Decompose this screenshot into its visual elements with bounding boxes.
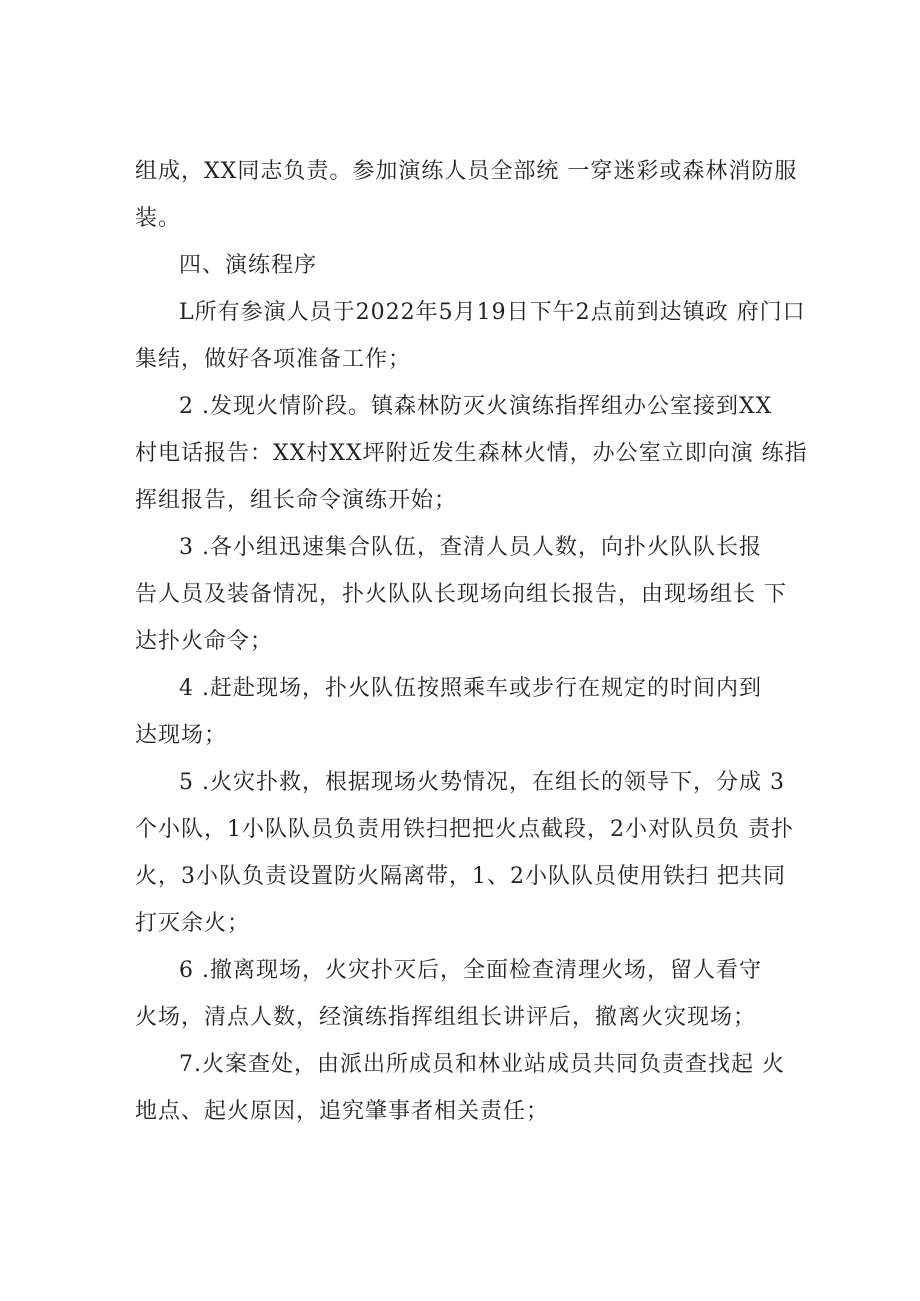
paragraph-line: 4 .赶赴现场，扑火队伍按照乘车或步行在规定的时间内到 — [179, 676, 762, 701]
paragraph-line: 5 .火灾扑救，根据现场火势情况，在组长的领导下，分成 3 — [179, 770, 785, 795]
paragraph-line: L所有参演人员于2022年5月19日下午2点前到达镇政 府门口 — [179, 300, 806, 325]
paragraph-line: 7.火案查处，由派出所成员和林业站成员共同负责查找起 火 — [179, 1052, 785, 1077]
paragraph-line: 达扑火命令； — [135, 629, 274, 654]
paragraph-line: 集结，做好各项准备工作； — [135, 347, 412, 372]
paragraph-line: 火场，清点人数，经演练指挥组组长讲评后，撤离火灾现场； — [135, 1005, 757, 1030]
paragraph-line: 6 .撤离现场，火灾扑灭后，全面检查清理火场，留人看守 — [179, 958, 762, 983]
paragraph-line: 3 .各小组迅速集合队伍，查清人员人数，向扑火队队长报 — [179, 535, 762, 560]
paragraph-line: 告人员及装备情况，扑火队队长现场向组长报告，由现场组长 下 — [135, 582, 787, 607]
paragraph-line: 火，3小队负责设置防火隔离带，1、2小队队员使用铁扫 把共同 — [135, 864, 786, 889]
paragraph-line: 装。 — [135, 206, 182, 231]
paragraph-line: 挥组报告，组长命令演练开始； — [135, 488, 458, 513]
paragraph-line: 达现场； — [135, 723, 228, 748]
document-body — [135, 148, 808, 1135]
paragraph-line: 打灭余火； — [135, 911, 251, 936]
paragraph-line: 村电话报告：XX村XX坪附近发生森林火情，办公室立即向演 练指 — [135, 441, 808, 466]
paragraph-line: 个小队，1小队队员负责用铁扫把把火点截段，2小对队员负 责扑 — [135, 817, 794, 842]
paragraph-line: 2 .发现火情阶段。镇森林防灭火演练指挥组办公室接到XX — [179, 394, 773, 419]
paragraph-line: 地点、起火原因，追究肇事者相关责任； — [135, 1099, 550, 1124]
section-heading: 四、演练程序 — [179, 253, 318, 278]
paragraph-line: 组成，XX同志负责。参加演练人员全部统 一穿迷彩或森林消防服 — [135, 159, 798, 184]
